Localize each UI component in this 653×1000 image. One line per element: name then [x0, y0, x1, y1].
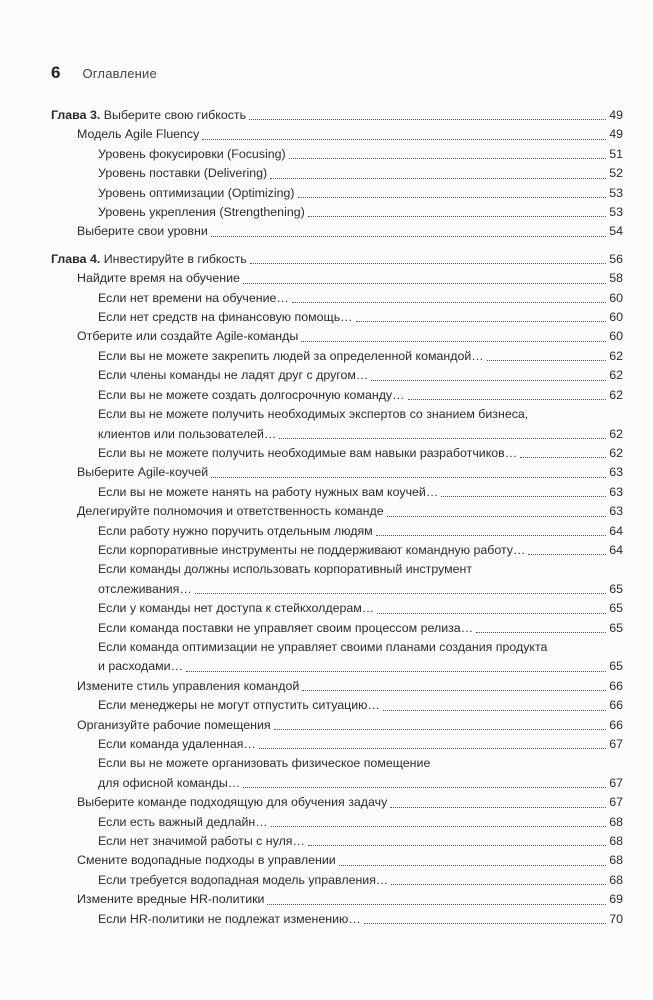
toc-page-number: 56 [609, 251, 623, 266]
running-title: Оглавление [82, 66, 157, 81]
toc-subsection-entry[interactable] [51, 871, 623, 890]
toc-page-number: 68 [609, 872, 623, 887]
toc-entry-title: Выберите команде подходящую для обучения задачу [77, 795, 388, 810]
toc-page-number: 65 [609, 620, 623, 635]
dot-leader [274, 729, 607, 730]
toc-subsection-entry[interactable] [51, 599, 623, 618]
dot-leader [301, 341, 606, 342]
toc-subsection-entry[interactable] [51, 522, 623, 541]
toc-page-number: 64 [609, 542, 623, 557]
toc-subsection-entry[interactable] [51, 405, 623, 444]
toc-page-number: 62 [609, 348, 623, 363]
dot-leader [364, 923, 606, 924]
toc-entry-title: и расходами… [98, 659, 183, 674]
toc-entry-title: Если нет значимой работы с нуля… [98, 834, 305, 849]
toc-page-number: 62 [609, 387, 623, 402]
toc-page-number: 68 [609, 853, 623, 868]
toc-section-entry[interactable] [51, 793, 623, 812]
toc-section-entry[interactable] [51, 269, 623, 288]
dot-leader [376, 535, 607, 536]
toc-page-number: 66 [609, 698, 623, 713]
toc-subsection-entry[interactable] [51, 541, 623, 560]
chapter-title: Инвестируйте в гибкость [103, 251, 247, 266]
table-of-contents [51, 106, 623, 937]
toc-entry-title: Если вы не можете нанять на работу нужных вам коучей… [98, 484, 439, 499]
dot-leader [267, 904, 606, 905]
toc-page-number: 67 [609, 795, 623, 810]
toc-entry-title: Выберите свои уровни [77, 224, 208, 239]
dot-leader [249, 119, 606, 120]
dot-leader [387, 516, 607, 517]
chapter-label: Глава 4. [51, 251, 101, 266]
toc-subsection-entry[interactable] [51, 145, 623, 164]
toc-entry-title: Отберите или создайте Agile-команды [77, 329, 299, 344]
chapter-label: Глава 3. [51, 108, 101, 122]
toc-subsection-entry[interactable] [51, 164, 623, 183]
toc-subsection-entry[interactable] [51, 483, 623, 502]
toc-page-number: 69 [609, 892, 623, 907]
toc-page-number: 67 [609, 737, 623, 751]
toc-entry-title: Делегируйте полномочия и ответственность команде [77, 504, 384, 519]
toc-chapter-title [51, 250, 247, 269]
toc-page-number: 65 [609, 581, 623, 596]
toc-entry-title-line1: Если вы не можете организовать физическое помещение [98, 756, 431, 771]
toc-chapter-entry[interactable] [51, 106, 623, 125]
toc-page-number: 63 [609, 465, 623, 480]
dot-leader [202, 139, 606, 140]
toc-subsection-entry[interactable] [51, 347, 623, 366]
toc-entry-title: Организуйте рабочие помещения [77, 717, 271, 732]
toc-page-number: 66 [609, 717, 623, 732]
toc-entry-title: Если требуется водопадная модель управления… [98, 872, 389, 887]
toc-page-number: 53 [609, 205, 623, 220]
toc-entry-title: Найдите время на обучение [77, 271, 240, 286]
toc-subsection-entry[interactable] [51, 308, 623, 327]
toc-page-number: 62 [609, 445, 623, 460]
toc-entry-title: Если корпоративные инструменты не поддерживают командную работу… [98, 542, 526, 557]
dot-leader [356, 321, 607, 322]
toc-section-entry[interactable] [51, 222, 623, 241]
dot-leader [377, 613, 606, 614]
toc-entry-title: отслеживания… [98, 581, 192, 596]
toc-entry-title: Если команда удаленная… [98, 737, 256, 751]
toc-section-entry[interactable] [51, 677, 623, 696]
toc-section-entry[interactable] [51, 463, 623, 482]
dot-leader [390, 807, 606, 808]
toc-subsection-entry[interactable] [51, 696, 623, 715]
dot-leader [339, 865, 606, 866]
toc-entry-title-line1: Если команды должны использовать корпоративный инструмент [98, 562, 473, 577]
dot-leader [279, 438, 606, 439]
chapter-title: Выберите свою гибкость [103, 108, 247, 122]
toc-section-entry[interactable] [51, 125, 623, 144]
toc-entry-title: Уровень фокусировки (Focusing) [98, 146, 286, 161]
toc-entry-title: для офисной команды… [98, 775, 241, 790]
page-number: 6 [51, 63, 61, 82]
toc-entry-title-line1: Если вы не можете получить необходимых экспертов со знанием бизнеса, [98, 407, 529, 422]
toc-subsection-entry[interactable] [51, 832, 623, 851]
toc-page-number: 63 [609, 484, 623, 499]
page-header [51, 63, 157, 85]
dot-leader [487, 360, 607, 361]
toc-entry-title: Уровень укрепления (Strengthening) [98, 205, 305, 220]
toc-entry-title: клиентов или пользователей… [98, 426, 277, 441]
toc-page-number: 65 [609, 601, 623, 616]
toc-chapter-title [51, 106, 246, 125]
toc-entry-title: Уровень оптимизации (Optimizing) [98, 185, 295, 200]
toc-entry-title: Если вы не можете создать долгосрочную команду… [98, 387, 405, 402]
toc-subsection-entry[interactable] [51, 638, 623, 677]
toc-section-entry[interactable] [51, 851, 623, 870]
toc-section-entry[interactable] [51, 890, 623, 909]
toc-subsection-entry[interactable] [51, 203, 623, 222]
toc-entry-title: Смените водопадные подходы в управлении [77, 853, 336, 868]
toc-page-number: 62 [609, 368, 623, 383]
toc-page-number: 65 [609, 659, 623, 674]
dot-leader [308, 216, 606, 217]
toc-subsection-entry[interactable] [51, 735, 623, 754]
dot-leader [441, 496, 606, 497]
dot-leader [520, 457, 606, 458]
dot-leader [243, 283, 606, 284]
toc-page-number: 68 [609, 814, 623, 829]
toc-entry-title: Уровень поставки (Delivering) [98, 166, 268, 181]
dot-leader [243, 787, 606, 788]
toc-page-number: 53 [609, 185, 623, 200]
toc-page-number: 58 [609, 271, 623, 286]
dot-leader [298, 197, 607, 198]
toc-section-entry[interactable] [51, 502, 623, 521]
dot-leader [211, 477, 606, 478]
dot-leader [259, 748, 606, 749]
toc-entry-title-line1: Если команда оптимизации не управляет своими планами создания продукта [98, 639, 548, 654]
toc-entry-title: Если нет времени на обучение… [98, 290, 289, 305]
dot-leader [271, 826, 607, 827]
toc-page-number: 52 [609, 166, 623, 181]
toc-page-number: 49 [609, 108, 623, 122]
toc-entry-title: Если вы не можете получить необходимые вам навыки разработчиков… [98, 445, 518, 460]
toc-entry-title: Выберите Agile-коучей [77, 465, 209, 480]
toc-page-number: 70 [609, 911, 623, 926]
dot-leader [270, 178, 606, 179]
toc-page-number: 60 [609, 310, 623, 325]
toc-subsection-entry[interactable] [51, 754, 623, 793]
toc-entry-title: Если нет средств на финансовую помощь… [98, 310, 353, 325]
dot-leader [186, 671, 606, 672]
toc-page-number: 54 [609, 224, 623, 239]
toc-chapter-section [51, 250, 623, 929]
dot-leader [211, 236, 606, 237]
toc-subsection-entry[interactable] [51, 813, 623, 832]
toc-subsection-entry[interactable] [51, 184, 623, 203]
toc-entry-title: Если менеджеры не могут отпустить ситуацию… [98, 698, 380, 713]
toc-page-number: 51 [609, 146, 623, 161]
dot-leader [292, 302, 606, 303]
toc-page-number: 68 [609, 834, 623, 849]
toc-entry-title: Измените стиль управления командой [77, 678, 300, 693]
dot-leader [250, 263, 607, 264]
dot-leader [302, 690, 606, 691]
toc-entry-title: Если члены команды не ладят друг с другом… [98, 368, 369, 383]
dot-leader [383, 710, 606, 711]
toc-entry-title: Если команда поставки не управляет своим процессом релиза… [98, 620, 474, 635]
dot-leader [308, 845, 606, 846]
dot-leader [371, 380, 606, 381]
toc-page-number: 64 [609, 523, 623, 538]
toc-entry-title: Если есть важный дедлайн… [98, 814, 268, 829]
dot-leader [476, 632, 606, 633]
dot-leader [391, 884, 606, 885]
toc-entry-title: Если работу нужно поручить отдельным людям [98, 523, 373, 538]
dot-leader [528, 554, 606, 555]
toc-subsection-entry[interactable] [51, 366, 623, 385]
toc-entry-title: Если HR-политики не подлежат изменению… [98, 911, 361, 926]
toc-subsection-entry[interactable] [51, 560, 623, 599]
dot-leader [289, 158, 607, 159]
toc-subsection-entry[interactable] [51, 910, 623, 929]
toc-section-entry[interactable] [51, 716, 623, 735]
dot-leader [195, 593, 606, 594]
toc-entry-title: Измените вредные HR-политики [77, 892, 265, 907]
toc-subsection-entry[interactable] [51, 386, 623, 405]
toc-entry-title: Если у команды нет доступа к стейкхолдерам… [98, 601, 375, 616]
toc-subsection-entry[interactable] [51, 444, 623, 463]
toc-entry-title: Если вы не можете закрепить людей за определенной командой… [98, 348, 484, 363]
toc-entry-title: Модель Agile Fluency [77, 127, 200, 142]
toc-chapter-section [51, 106, 623, 242]
toc-page-number: 67 [609, 775, 623, 790]
toc-page-number: 60 [609, 329, 623, 344]
toc-page-number: 60 [609, 290, 623, 305]
toc-subsection-entry[interactable] [51, 619, 623, 638]
toc-page-number: 62 [609, 426, 623, 441]
toc-chapter-entry[interactable] [51, 250, 623, 269]
toc-page-number: 49 [609, 127, 623, 142]
toc-page-number: 63 [609, 504, 623, 519]
toc-page-number: 66 [609, 678, 623, 693]
toc-section-entry[interactable] [51, 327, 623, 346]
dot-leader [408, 399, 607, 400]
toc-subsection-entry[interactable] [51, 289, 623, 308]
